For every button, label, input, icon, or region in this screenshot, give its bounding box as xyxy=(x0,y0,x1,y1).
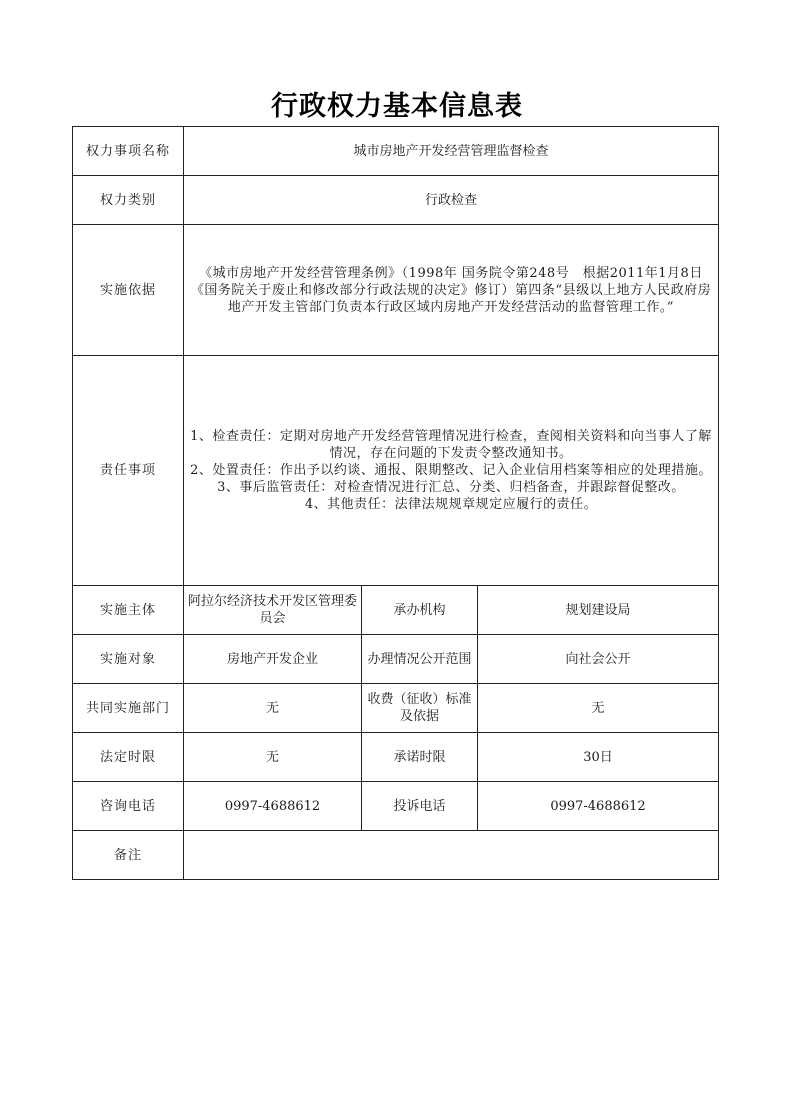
row-joint xyxy=(73,684,719,733)
page-title: 行政权力基本信息表 xyxy=(271,91,523,122)
label-complaint-phone: 投诉电话 xyxy=(362,782,478,831)
row-phone xyxy=(73,782,719,831)
row-basis xyxy=(73,225,719,356)
row-target xyxy=(73,635,719,684)
label-legal-time: 法定时限 xyxy=(73,733,184,782)
value-legal-time: 无 xyxy=(184,733,362,782)
row-remark xyxy=(73,831,719,880)
label-basis: 实施依据 xyxy=(73,225,184,356)
info-table xyxy=(72,126,719,880)
row-responsibility xyxy=(73,356,719,586)
label-remark: 备注 xyxy=(73,831,184,880)
value-name: 城市房地产开发经营管理监督检查 xyxy=(184,127,719,176)
label-target: 实施对象 xyxy=(73,635,184,684)
value-consult-phone: 0997-4688612 xyxy=(184,782,362,831)
responsibility-item: 2、处置责任：作出予以约谈、通报、限期整改、记入企业信用档案等相应的处理措施。 xyxy=(190,463,712,478)
value-basis: 《城市房地产开发经营管理条例》（1998年 国务院令第248号 根据2011年1月8日《国务院关于废止和修改部分行政法规的决定》修订）第四条“县级以上地方人民政府房地产开发主管部门负责本行政区域内房地产开发经营活动的监督管理工作。” xyxy=(184,225,719,356)
value-category: 行政检查 xyxy=(184,176,719,225)
responsibility-item: 4、其他责任：法律法规规章规定应履行的责任。 xyxy=(304,497,598,512)
label-responsibility: 责任事项 xyxy=(73,356,184,586)
value-responsibility xyxy=(184,356,719,586)
responsibility-item: 3、事后监管责任：对检查情况进行汇总、分类、归档备查，并跟踪督促整改。 xyxy=(217,480,685,495)
label-category: 权力类别 xyxy=(73,176,184,225)
value-subject: 阿拉尔经济技术开发区管理委员会 xyxy=(184,586,362,635)
row-category xyxy=(73,176,719,225)
value-remark xyxy=(184,831,719,880)
row-subject xyxy=(73,586,719,635)
value-complaint-phone: 0997-4688612 xyxy=(478,782,719,831)
row-name xyxy=(73,127,719,176)
value-fee: 无 xyxy=(478,684,719,733)
value-target: 房地产开发企业 xyxy=(184,635,362,684)
value-joint: 无 xyxy=(184,684,362,733)
label-consult-phone: 咨询电话 xyxy=(73,782,184,831)
label-promise-time: 承诺时限 xyxy=(362,733,478,782)
value-disclosure: 向社会公开 xyxy=(478,635,719,684)
label-fee: 收费（征收）标准及依据 xyxy=(362,684,478,733)
label-disclosure: 办理情况公开范围 xyxy=(362,635,478,684)
label-agency: 承办机构 xyxy=(362,586,478,635)
label-name: 权力事项名称 xyxy=(73,127,184,176)
label-subject: 实施主体 xyxy=(73,586,184,635)
label-joint: 共同实施部门 xyxy=(73,684,184,733)
row-time xyxy=(73,733,719,782)
responsibility-item: 1、检查责任：定期对房地产开发经营管理情况进行检查，查阅相关资料和向当事人了解情况，存在问题的下发责令整改通知书。 xyxy=(190,429,712,461)
value-agency: 规划建设局 xyxy=(478,586,719,635)
value-promise-time: 30日 xyxy=(478,733,719,782)
